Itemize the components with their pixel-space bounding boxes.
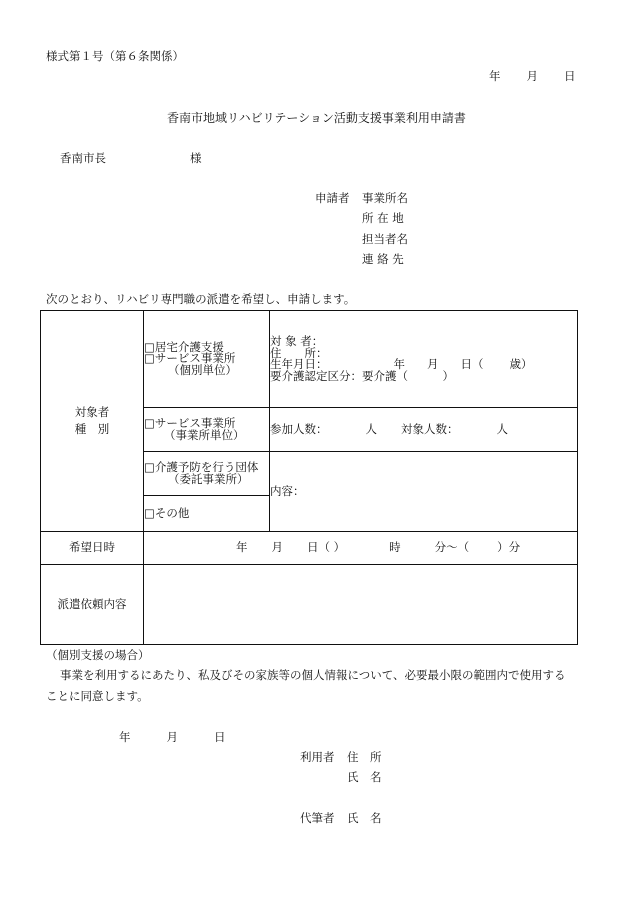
option-individual-cell [144, 311, 270, 408]
option-prevention-cell [144, 452, 270, 496]
care-level-field: 要介護認定区分：要介護（ ） [270, 368, 454, 383]
office-unit-label: （事業所単位） [164, 427, 245, 442]
checkbox-service-office-unit[interactable]: □サービス事業所 [144, 416, 236, 430]
applicant-field-contact: 連 絡 先 [362, 252, 404, 266]
intro-text: 次のとおり、リハビリ専門職の派遣を希望し、申請します。 [46, 292, 356, 306]
target-type-label-2: 種 別 [74, 422, 110, 436]
applicant-field-address: 所 在 地 [362, 211, 404, 225]
applicant-role: 申請者 [315, 191, 350, 205]
date-bottom-day: 日 [214, 730, 226, 744]
checkbox-other[interactable]: □その他 [144, 505, 190, 520]
date-bottom-month: 月 [166, 730, 178, 744]
proxy-name: 氏 名 [347, 811, 382, 825]
desired-date-label: 希望日時 [69, 540, 115, 555]
proxy-role: 代筆者 [300, 811, 335, 825]
request-label-cell [41, 565, 144, 645]
individual-unit-label: （個別単位） [168, 362, 237, 377]
option-office-cell [144, 408, 270, 452]
user-name: 氏 名 [347, 770, 382, 784]
consent-text-line2: ことに同意します。 [46, 689, 149, 703]
applicant-field-office: 事業所名 [362, 191, 408, 205]
applicant-field-person: 担当者名 [362, 232, 408, 246]
consent-text-line1: 事業を利用するにあたり、私及びその家族等の個人情報について、必要最小限の範囲内で使用する [60, 668, 566, 682]
target-type-cell [41, 311, 144, 532]
subject-field: 対 象 者： [270, 334, 324, 348]
individual-support-note: （個別支援の場合） [46, 648, 150, 662]
commissioned-label: （委託事業所） [168, 471, 249, 486]
targets-unit: 人 [496, 421, 508, 436]
date-label-cell [41, 532, 144, 565]
individual-details-cell [270, 311, 578, 408]
addressee-honorific: 様 [190, 151, 202, 165]
date-top [489, 71, 576, 83]
request-content-field[interactable] [144, 565, 578, 645]
date-bottom [119, 732, 226, 744]
content-cell [270, 452, 578, 532]
date-month: 月 [526, 69, 538, 83]
birthdate-field: 生年月日： 年 月 日（ 歳） [270, 357, 533, 371]
address-field: 住 所： [270, 345, 328, 360]
option-other-cell [144, 496, 270, 532]
office-details-cell [270, 408, 578, 452]
participants-unit: 人 [365, 421, 377, 436]
addressee-name: 香南市長 [60, 151, 106, 165]
date-day: 日 [564, 69, 576, 83]
target-type-label: 対象者 [74, 404, 110, 419]
targets-label: 対象人数： [401, 421, 459, 436]
form-number: 様式第１号（第６条関係） [46, 49, 184, 63]
application-table [40, 310, 578, 645]
date-bottom-year: 年 [119, 730, 131, 744]
request-content-label: 派遣依頼内容 [57, 596, 127, 611]
checkbox-prevention-group[interactable]: □介護予防を行う団体 [144, 460, 259, 474]
user-address: 住 所 [347, 750, 382, 764]
checkbox-service-office[interactable]: □サービス事業所 [144, 351, 236, 366]
user-role: 利用者 [300, 750, 335, 764]
desired-date-cell: 年 月 日（ ） 時 分～（ ）分 [144, 532, 578, 565]
participants-label: 参加人数： [270, 421, 328, 436]
content-label: 内容： [270, 483, 305, 498]
page-title: 香南市地域リハビリテーション活動支援事業利用申請書 [167, 111, 466, 125]
date-year: 年 [489, 69, 501, 83]
checkbox-care-support[interactable]: □居宅介護支援 [144, 339, 224, 354]
